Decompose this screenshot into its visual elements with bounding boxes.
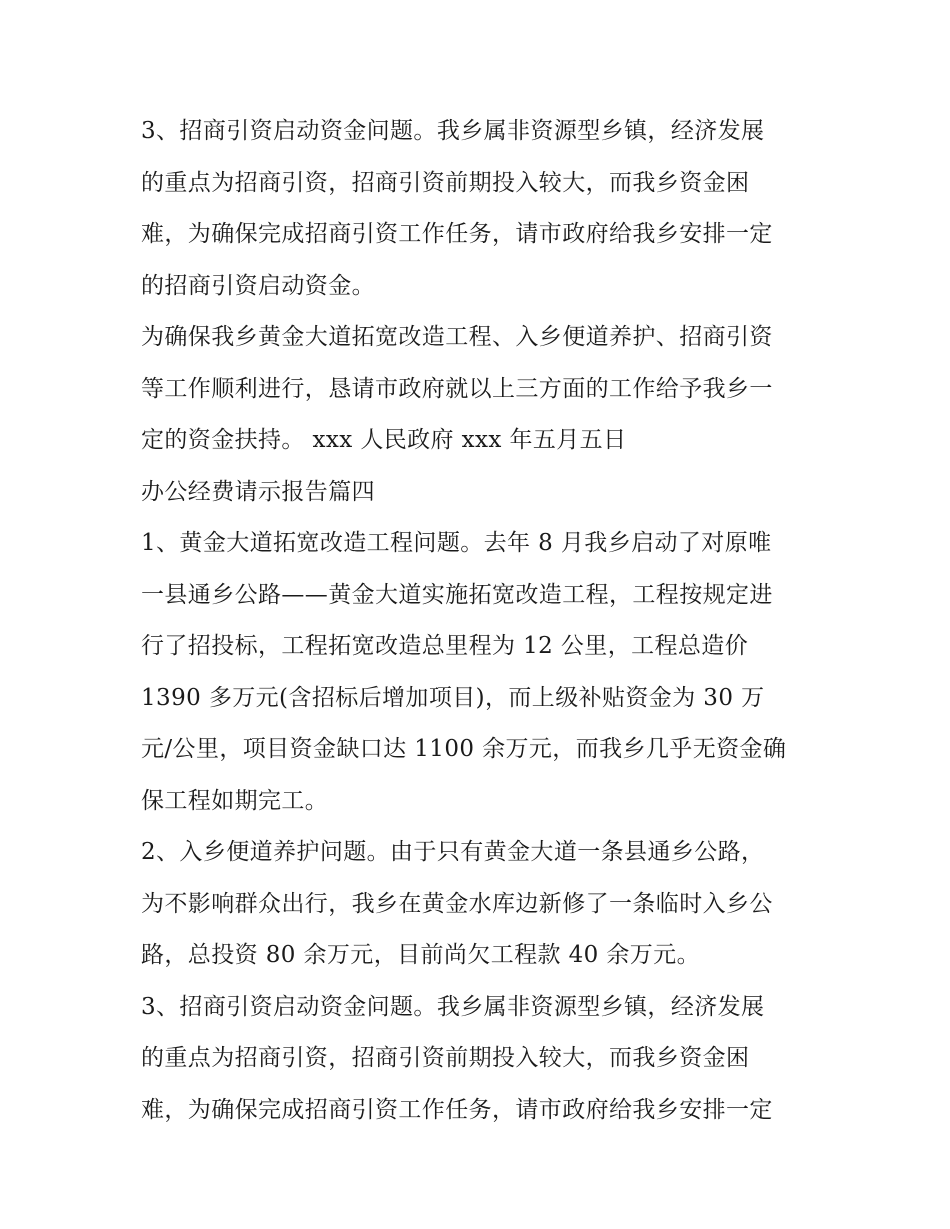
text-line-10: 一县通乡公路——黄金大道实施拓宽改造工程，工程按规定进 [141,581,773,608]
text-line-3: 难，为确保完成招商引资工作任务，请市政府给我乡安排一定 [141,221,773,247]
text-line-16: 为不影响群众出行，我乡在黄金水库边新修了一条临时入乡公 [141,890,773,917]
text-line-12: 1390 多万元(含招标后增加项目)，而上级补贴资金为 30 万 [141,684,765,711]
text-line-4: 的招商引资启动资金。 [141,272,375,299]
text-line-14: 保工程如期完工。 [141,787,329,814]
text-line-15: 2、入乡便道养护问题。由于只有黄金大道一条县通乡公路， [141,839,765,865]
text-line-17: 路，总投资 80 余万元，目前尚欠工程款 40 余万元。 [141,942,700,968]
text-line-19: 的重点为招商引资，招商引资前期投入较大，而我乡资金困 [141,1045,750,1071]
section-heading: 办公经费请示报告篇四 [141,478,375,505]
text-line-1: 3、招商引资启动资金问题。我乡属非资源型乡镇，经济发展 [141,118,765,144]
text-line-2: 的重点为招商引资，招商引资前期投入较大，而我乡资金困 [141,169,750,196]
text-line-11: 行了招投标，工程拓宽改造总里程为 12 公里，工程总造价 [141,633,749,659]
text-line-6: 等工作顺利进行，恳请市政府就以上三方面的工作给予我乡一 [141,375,773,402]
text-line-7: 定的资金扶持。 xxx 人民政府 xxx 年五月五日 [141,427,627,453]
text-line-5: 为确保我乡黄金大道拓宽改造工程、入乡便道养护、招商引资 [141,324,773,350]
text-line-18: 3、招商引资启动资金问题。我乡属非资源型乡镇，经济发展 [141,993,765,1020]
text-line-20: 难，为确保完成招商引资工作任务，请市政府给我乡安排一定 [141,1096,773,1123]
text-line-9: 1、黄金大道拓宽改造工程问题。去年 8 月我乡启动了对原唯 [141,530,772,556]
text-line-13: 元/公里，项目资金缺口达 1100 余万元，而我乡几乎无资金确 [141,736,787,762]
document-body [141,106,831,1136]
